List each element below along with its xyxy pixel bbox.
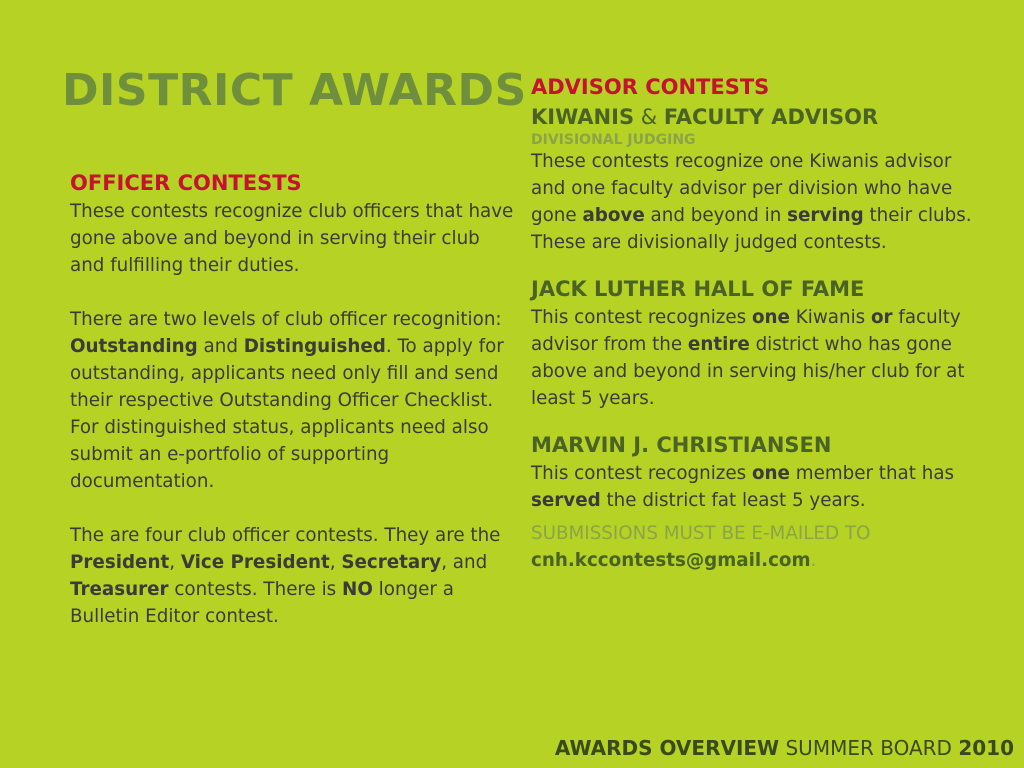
advisor-contests-section: [531, 72, 986, 574]
kiwanis-faculty-advisor-heading: KIWANIS & FACULTY ADVISOR: [531, 105, 879, 129]
treasurer-term: Treasurer: [70, 579, 169, 600]
no-term: NO: [342, 579, 373, 600]
page-title: DISTRICT AWARDS: [62, 65, 527, 116]
secretary-term: Secretary: [341, 552, 442, 573]
officer-contests-list-paragraph: The are four club officer contests. They are the President, Vice President, Secretary, and Treasurer contests. There is NO longer a Bulletin Editor contest.: [70, 525, 501, 627]
distinguished-term: Distinguished: [243, 336, 386, 357]
hall-of-fame-description: This contest recognizes one Kiwanis or faculty advisor from the entire district who has gone above and beyond in serving his/her club for at least 5 years.: [531, 307, 965, 409]
marvin-christiansen-description: This contest recognizes one member that has served the district fat least 5 years.: [531, 463, 955, 511]
hall-of-fame-heading: JACK LUTHER HALL OF FAME: [531, 277, 865, 301]
slide-footer: AWARDS OVERVIEW SUMMER BOARD 2010: [554, 736, 1014, 760]
officer-contests-heading: OFFICER CONTESTS: [70, 171, 302, 195]
outstanding-term: Outstanding: [70, 336, 198, 357]
contest-email-link[interactable]: cnh.kccontests@gmail.com: [531, 550, 811, 571]
divisional-judging-label: DIVISIONAL JUDGING: [531, 132, 696, 148]
marvin-christiansen-heading: MARVIN J. CHRISTIANSEN: [531, 433, 832, 457]
advisor-contests-heading: ADVISOR CONTESTS: [531, 75, 770, 99]
president-term: President: [70, 552, 170, 573]
officer-description: These contests recognize club officers that have gone above and beyond in serving their club and fulfilling their duties.: [70, 201, 514, 276]
vice-president-term: Vice President: [180, 552, 330, 573]
advisor-description: These contests recognize one Kiwanis advisor and one faculty advisor per division who have gone above and beyond in serving their clubs. These are divisionally judged contests.: [531, 151, 972, 253]
officer-contests-section: [70, 168, 514, 630]
officer-levels-paragraph: There are two levels of club officer recognition: Outstanding and Distinguished. To apply for outstanding, applicants need only fill and send their respective Outstanding Officer Checklist. For distinguished status, applicants need also submit an e-portfolio of supporting documentation.: [70, 309, 504, 492]
submission-note: SUBMISSIONS MUST BE E-MAILED TO cnh.kccontests@gmail.com.: [531, 523, 871, 571]
